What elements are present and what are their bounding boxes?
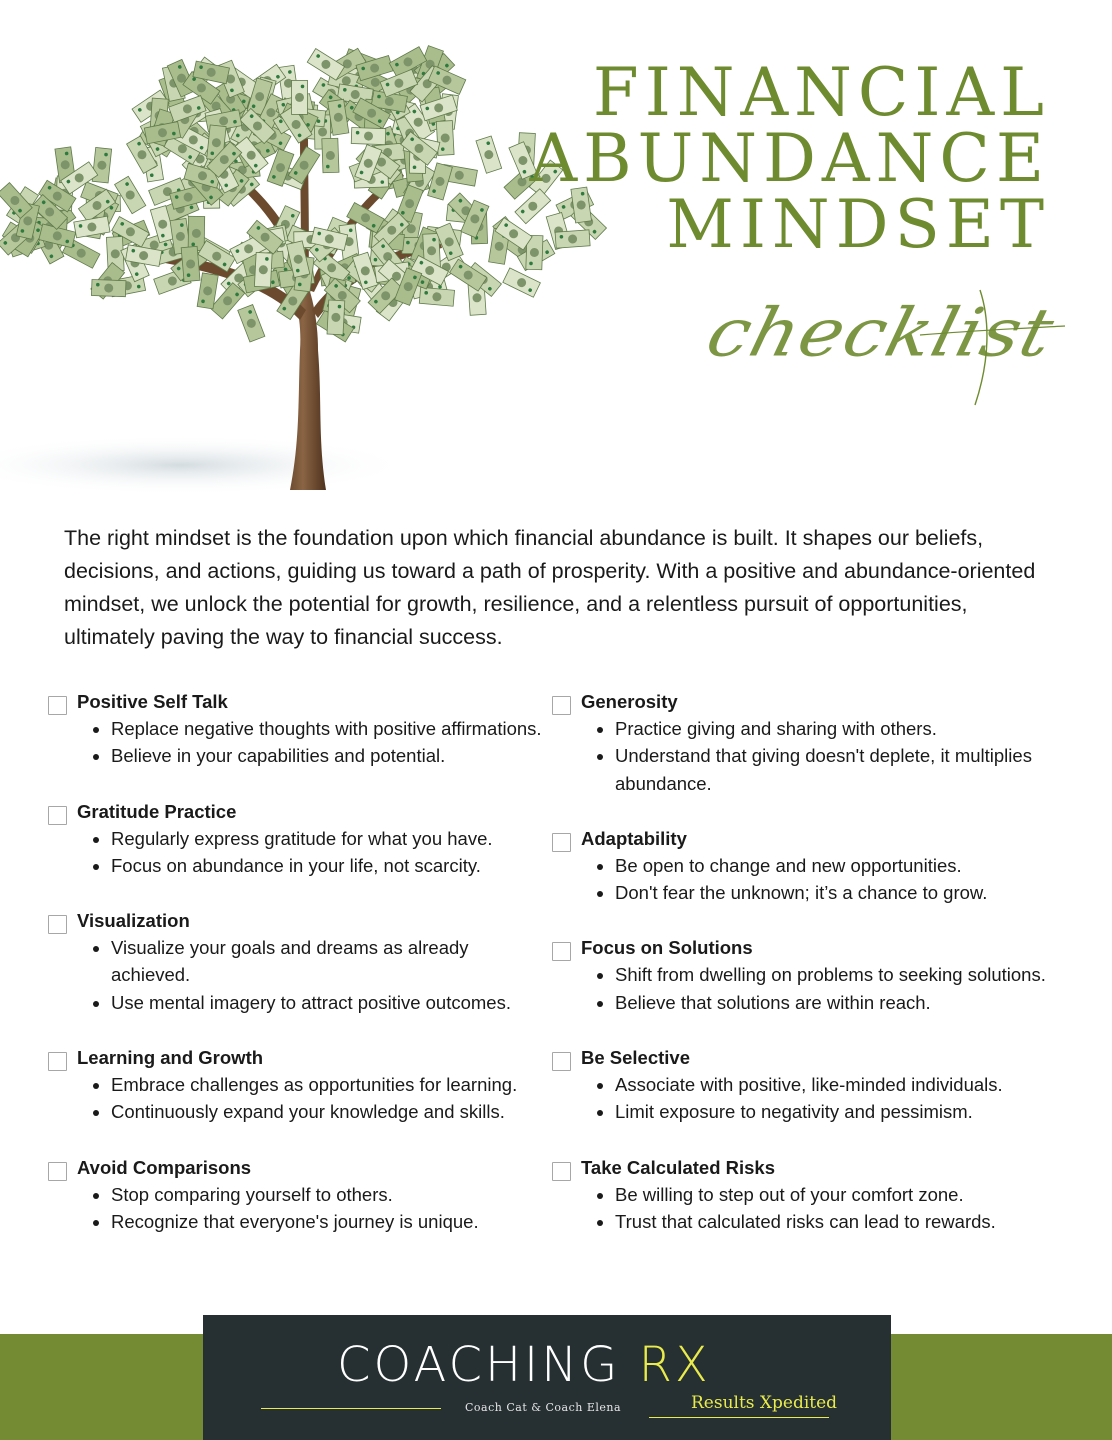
checklist-item <box>550 934 1055 1016</box>
checklist-item-title: Be Selective <box>581 1047 691 1069</box>
bullet-list <box>581 852 1055 907</box>
empty-checkbox-icon[interactable] <box>48 915 67 934</box>
checklist-item <box>550 1154 1055 1236</box>
empty-checkbox-icon[interactable] <box>552 1162 571 1181</box>
bullet-point: • Recognize that everyone's journey is unique. <box>111 1208 551 1235</box>
bullet-point: • Stop comparing yourself to others. <box>111 1181 551 1208</box>
bullet-point: • Shift from dwelling on problems to seeking solutions. <box>615 961 1055 988</box>
brand-name: COACHING <box>337 1337 621 1393</box>
empty-checkbox-icon[interactable] <box>48 1052 67 1071</box>
brand-tagline: Results Xpedited <box>691 1393 838 1413</box>
bullet-point: • Don't fear the unknown; it’s a chance to grow. <box>615 879 1055 906</box>
checklist-item-title: Visualization <box>77 910 190 932</box>
script-flourish <box>690 280 1070 410</box>
brand-accent: RX <box>638 1337 711 1393</box>
checklist-item-title: Learning and Growth <box>77 1047 264 1069</box>
checklist-item-title: Gratitude Practice <box>77 800 237 822</box>
checklist-item-title: Positive Self Talk <box>77 691 228 712</box>
empty-checkbox-icon[interactable] <box>48 806 67 825</box>
bullet-list <box>581 961 1055 1016</box>
bullet-list <box>581 1071 1055 1126</box>
bullet-point: • Believe in your capabilities and potential. <box>111 742 551 769</box>
empty-checkbox-icon[interactable] <box>48 1162 67 1181</box>
empty-checkbox-icon[interactable] <box>552 1052 571 1071</box>
checklist-item <box>46 798 551 880</box>
checklist-item <box>550 825 1055 907</box>
bullet-list <box>77 1071 551 1126</box>
title-line-3: MINDSET <box>666 186 1050 263</box>
money-tree-illustration <box>0 20 620 500</box>
bullet-point: • Replace negative thoughts with positive affirmations. <box>111 715 551 742</box>
brand-logo-text <box>337 1337 711 1393</box>
bullet-point: • Associate with positive, like-minded individuals. <box>615 1071 1055 1098</box>
checklist-item <box>46 907 551 1016</box>
bullet-list <box>77 1181 551 1236</box>
coaches-names: Coach Cat & Coach Elena <box>465 1401 622 1414</box>
checklist-item-title: Focus on Solutions <box>581 937 753 959</box>
empty-checkbox-icon[interactable] <box>552 833 571 852</box>
divider <box>649 1417 829 1418</box>
bullet-point: • Trust that calculated risks can lead to rewards. <box>615 1208 1055 1235</box>
bullet-list <box>581 715 1055 797</box>
bullet-point: • Understand that giving doesn't deplete, it multiplies abundance. <box>615 742 1055 797</box>
bullet-point: • Believe that solutions are within reach. <box>615 989 1055 1016</box>
checklist-item <box>550 688 1055 797</box>
empty-checkbox-icon[interactable] <box>552 942 571 961</box>
checklist-item-title: Avoid Comparisons <box>77 1156 252 1178</box>
bullet-list <box>77 715 551 770</box>
bullet-list <box>77 934 551 1016</box>
bullet-list <box>77 825 551 880</box>
bullet-point: • Limit exposure to negativity and pessimism. <box>615 1098 1055 1125</box>
checklist-item <box>550 1044 1055 1126</box>
empty-checkbox-icon[interactable] <box>48 696 67 715</box>
checklist-item-title: Take Calculated Risks <box>581 1156 775 1178</box>
checklist-item-title: Adaptability <box>581 827 687 849</box>
checklist-right-column <box>550 688 1055 1235</box>
bullet-point: • Be willing to step out of your comfort zone. <box>615 1181 1055 1208</box>
bullet-point: • Focus on abundance in your life, not scarcity. <box>111 852 551 879</box>
bullet-point: • Practice giving and sharing with others. <box>615 715 1055 742</box>
checklist-item <box>46 1044 551 1126</box>
checklist-item <box>46 688 551 770</box>
checklist-item <box>46 1154 551 1236</box>
bullet-point: • Regularly express gratitude for what you have. <box>111 825 551 852</box>
bullet-point: • Continuously expand your knowledge and skills. <box>111 1098 551 1125</box>
document-title <box>529 54 1050 263</box>
title-line-2: ABUNDANCE <box>529 120 1050 197</box>
empty-checkbox-icon[interactable] <box>552 696 571 715</box>
checklist-script-word: checklist <box>699 294 1062 372</box>
title-line-1: FINANCIAL <box>592 54 1050 131</box>
bullet-point: • Use mental imagery to attract positive outcomes. <box>111 989 551 1016</box>
checklist-item-title: Generosity <box>581 691 678 712</box>
divider <box>261 1408 441 1409</box>
checklist-left-column <box>46 688 551 1235</box>
bullet-point: • Embrace challenges as opportunities for learning. <box>111 1071 551 1098</box>
bullet-list <box>581 1181 1055 1236</box>
footer-logo-box <box>203 1315 891 1440</box>
bullet-point: • Be open to change and new opportunities. <box>615 852 1055 879</box>
bullet-point: • Visualize your goals and dreams as already achieved. <box>111 934 551 989</box>
intro-paragraph: The right mindset is the foundation upon which financial abundance is built. It shapes our beliefs, decisions, and actions, guiding us toward a path of prosperity. With a positive and abundance-oriented mindset, we unlock the potential for growth, resilience, and a relentless pursuit of opportunities, ultimately paving the way to financial success. <box>64 526 1036 649</box>
